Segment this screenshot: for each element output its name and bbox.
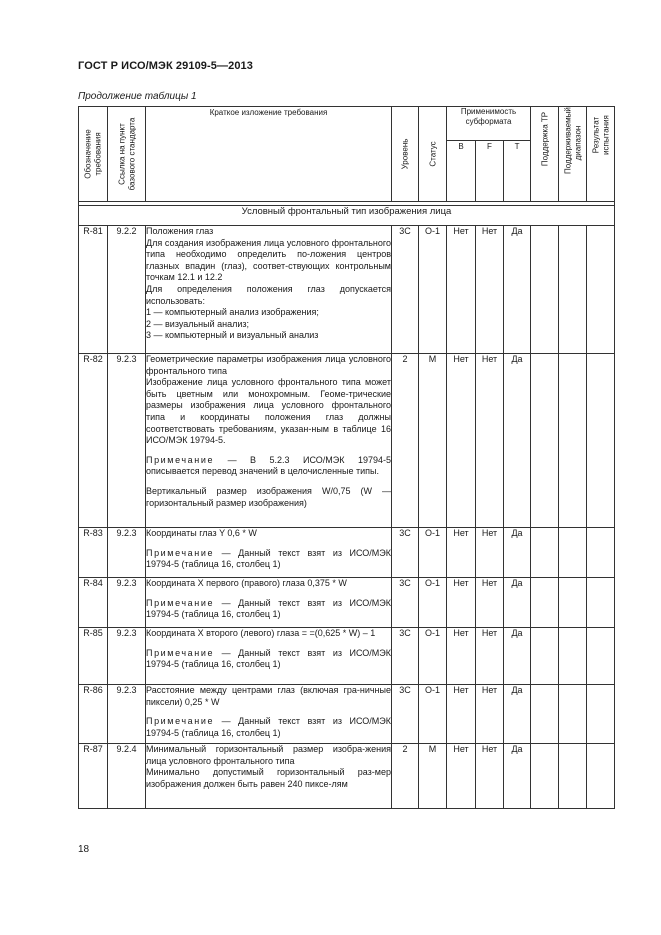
summary-line: 3 — компьютерный и визуальный анализ xyxy=(146,330,319,341)
cell-level: 3C xyxy=(392,685,419,744)
cell-supported-range xyxy=(559,354,587,528)
cell-supported-range xyxy=(559,578,587,628)
note-label: Примечание xyxy=(146,597,215,608)
header-sub-t: T xyxy=(504,141,531,202)
cell-summary xyxy=(146,354,392,528)
cell-level: 2 xyxy=(392,744,419,809)
summary-line: Положения глаз xyxy=(146,226,214,236)
cell-level: 3C xyxy=(392,226,419,354)
cell-sub-f: Нет xyxy=(476,354,504,528)
table-row xyxy=(79,628,615,685)
note-label: Примечание xyxy=(146,716,215,727)
cell-summary xyxy=(146,578,392,628)
table-row xyxy=(79,354,615,528)
cell-summary xyxy=(146,744,392,809)
cell-support-tr xyxy=(531,685,559,744)
summary-line: Изображение лица условного фронтального типа может быть цветным или монохромным. Геоме-трические размеры изображения лица условного фронтального типа и координаты положения глаз должны соответствовать требованиям, указан-ным в таблице 16 ИСО/МЭК 19794-5. xyxy=(146,377,391,446)
cell-status: O-1 xyxy=(419,578,447,628)
cell-reference: 9.2.4 xyxy=(108,744,146,809)
cell-summary xyxy=(146,685,392,744)
cell-designation: R-81 xyxy=(79,226,108,354)
cell-supported-range xyxy=(559,226,587,354)
cell-support-tr xyxy=(531,528,559,578)
table-row xyxy=(79,528,615,578)
header-support-tr: Поддержка ТР xyxy=(531,107,559,202)
cell-status: O-1 xyxy=(419,226,447,354)
cell-reference: 9.2.3 xyxy=(108,528,146,578)
cell-designation: R-87 xyxy=(79,744,108,809)
table-row xyxy=(79,226,615,354)
cell-reference: 9.2.2 xyxy=(108,226,146,354)
cell-status: O-1 xyxy=(419,685,447,744)
cell-sub-b: Нет xyxy=(447,354,476,528)
cell-sub-t: Да xyxy=(504,578,531,628)
header-sub-b: B xyxy=(447,141,476,202)
cell-reference: 9.2.3 xyxy=(108,685,146,744)
summary-line: Координаты глаз Y 0,6 * W xyxy=(146,528,257,538)
cell-support-tr xyxy=(531,744,559,809)
cell-status: O-1 xyxy=(419,628,447,685)
cell-supported-range xyxy=(559,685,587,744)
note-label: Примечание xyxy=(146,454,215,465)
cell-test-result xyxy=(587,528,615,578)
header-supported-range: Поддерживаемый диапазон xyxy=(559,107,587,202)
header-test-result: Результат испытания xyxy=(587,107,615,202)
note-text: — Данный текст взят из ИСО/МЭК 19794-5 (таблица 16, столбец 1) xyxy=(146,547,391,570)
cell-support-tr xyxy=(531,578,559,628)
cell-reference: 9.2.3 xyxy=(108,354,146,528)
summary-line: 2 — визуальный анализ; xyxy=(146,318,250,329)
cell-sub-t: Да xyxy=(504,628,531,685)
header-reference: Ссылка на пункт базового стандарта xyxy=(108,107,146,202)
cell-test-result xyxy=(587,226,615,354)
summary-line: Минимально допустимый горизонтальный раз-мер изображения должен быть равен 240 пиксе-лям xyxy=(146,767,391,789)
page-number: 18 xyxy=(78,844,90,855)
cell-sub-t: Да xyxy=(504,354,531,528)
cell-status: O-1 xyxy=(419,528,447,578)
table-row xyxy=(79,685,615,744)
summary-line: Расстояние между центрами глаз (включая гра-ничные пиксели) 0,25 * W xyxy=(146,685,391,707)
note-text: — Данный текст взят из ИСО/МЭК 19794-5 (таблица 16, столбец 1) xyxy=(146,597,391,620)
cell-sub-b: Нет xyxy=(447,685,476,744)
cell-sub-f: Нет xyxy=(476,744,504,809)
summary-line: Координата X второго (левого) глаза = =(0,625 * W) – 1 xyxy=(146,628,376,638)
cell-test-result xyxy=(587,578,615,628)
cell-support-tr xyxy=(531,226,559,354)
section-title: Условный фронтальный тип изображения лица xyxy=(79,206,615,226)
cell-test-result xyxy=(587,744,615,809)
note xyxy=(146,648,391,671)
header-applicability: Применимость субформата xyxy=(447,107,531,141)
cell-sub-t: Да xyxy=(504,528,531,578)
summary-extra: Вертикальный размер изображения W/0,75 (W — горизонтальный размер изображения) xyxy=(146,485,391,508)
header-sub-f: F xyxy=(476,141,504,202)
note xyxy=(146,716,391,739)
cell-summary xyxy=(146,528,392,578)
cell-summary xyxy=(146,226,392,354)
table-row xyxy=(79,578,615,628)
note-text: — Данный текст взят из ИСО/МЭК 19794-5 (таблица 16, столбец 1) xyxy=(146,647,391,670)
cell-summary xyxy=(146,628,392,685)
cell-supported-range xyxy=(559,628,587,685)
cell-designation: R-85 xyxy=(79,628,108,685)
cell-test-result xyxy=(587,628,615,685)
table-caption: Продолжение таблицы 1 xyxy=(78,91,197,102)
cell-sub-b: Нет xyxy=(447,628,476,685)
header-status: Статус xyxy=(419,107,447,202)
cell-sub-b: Нет xyxy=(447,578,476,628)
cell-sub-f: Нет xyxy=(476,685,504,744)
header-summary: Краткое изложение требования xyxy=(146,107,392,202)
note xyxy=(146,598,391,621)
cell-test-result xyxy=(587,354,615,528)
cell-sub-t: Да xyxy=(504,685,531,744)
cell-sub-f: Нет xyxy=(476,578,504,628)
cell-support-tr xyxy=(531,628,559,685)
cell-sub-f: Нет xyxy=(476,528,504,578)
cell-designation: R-86 xyxy=(79,685,108,744)
summary-line: Для определения положения глаз допускается использовать: xyxy=(146,283,391,306)
cell-sub-f: Нет xyxy=(476,628,504,685)
note-label: Примечание xyxy=(146,547,215,558)
cell-reference: 9.2.3 xyxy=(108,578,146,628)
cell-designation: R-84 xyxy=(79,578,108,628)
cell-sub-b: Нет xyxy=(447,226,476,354)
cell-support-tr xyxy=(531,354,559,528)
cell-designation: R-82 xyxy=(79,354,108,528)
note xyxy=(146,455,391,478)
cell-level: 3C xyxy=(392,628,419,685)
table-header xyxy=(79,107,615,202)
cell-level: 3C xyxy=(392,578,419,628)
cell-sub-t: Да xyxy=(504,226,531,354)
header-level: Уровень xyxy=(392,107,419,202)
note-text: — В 5.2.3 ИСО/МЭК 19794-5 описывается перевод значений в целочисленные типы. xyxy=(146,454,391,477)
document-header: ГОСТ Р ИСО/МЭК 29109-5—2013 xyxy=(78,60,253,72)
cell-level: 3C xyxy=(392,528,419,578)
summary-line: Для создания изображения лица условного фронтального типа необходимо определить по-ложения центров глазных впадин (глаз), соответ-ствующих контрольным точкам 12.1 и 12.2 xyxy=(146,237,391,283)
cell-designation: R-83 xyxy=(79,528,108,578)
requirements-table xyxy=(78,106,615,809)
cell-supported-range xyxy=(559,528,587,578)
note xyxy=(146,548,391,571)
note-text: — Данный текст взят из ИСО/МЭК 19794-5 (таблица 16, столбец 1) xyxy=(146,716,391,738)
cell-supported-range xyxy=(559,744,587,809)
cell-status: M xyxy=(419,744,447,809)
table-body xyxy=(79,202,615,809)
summary-line: Геометрические параметры изображения лица условного фронтального типа xyxy=(146,354,391,376)
cell-sub-t: Да xyxy=(504,744,531,809)
table-row xyxy=(79,744,615,809)
cell-reference: 9.2.3 xyxy=(108,628,146,685)
cell-sub-b: Нет xyxy=(447,528,476,578)
note-label: Примечание xyxy=(146,647,215,658)
summary-line: 1 — компьютерный анализ изображения; xyxy=(146,307,319,318)
cell-status: M xyxy=(419,354,447,528)
cell-sub-f: Нет xyxy=(476,226,504,354)
summary-line: Минимальный горизонтальный размер изобра-жения лица условного фронтального типа xyxy=(146,744,391,766)
cell-sub-b: Нет xyxy=(447,744,476,809)
cell-test-result xyxy=(587,685,615,744)
header-designation: Обозначение требования xyxy=(79,107,108,202)
summary-line: Координата X первого (правого) глаза 0,375 * W xyxy=(146,578,347,588)
cell-level: 2 xyxy=(392,354,419,528)
